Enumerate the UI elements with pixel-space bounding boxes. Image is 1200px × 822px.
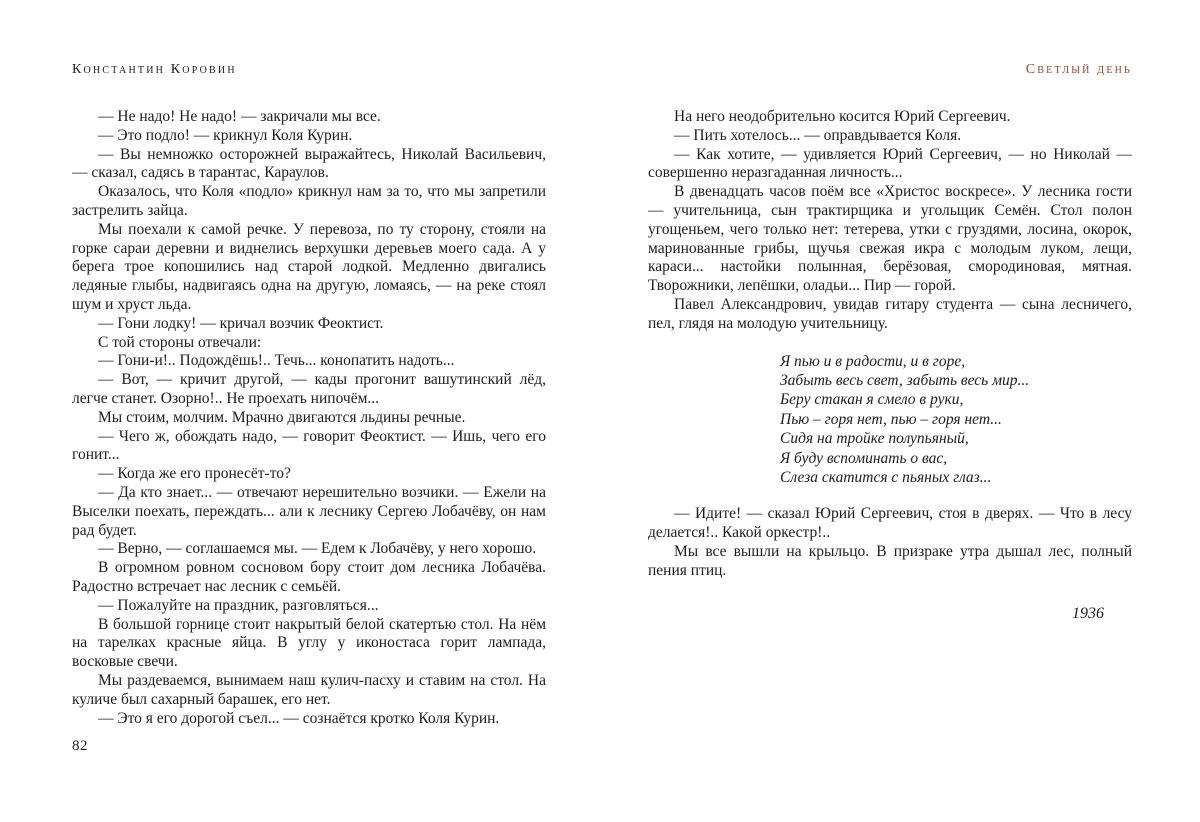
paragraph: — Пожалуйте на праздник, разговляться... xyxy=(98,596,379,614)
paragraph: — Чего ж, обождать надо, — говорит Феоктист. — Ишь, чего его гонит... xyxy=(72,427,546,464)
right-page-text-lower xyxy=(648,505,1132,580)
paragraph: — Как хотите, — удивляется Юрий Сергеевич, — но Николай — совершенно неразгаданная личность... xyxy=(648,145,1132,182)
paragraph: — Идите! — сказал Юрий Сергеевич, стоя в дверях. — Что в лесу делается!.. Какой оркестр!.. xyxy=(648,505,1132,542)
right-page xyxy=(648,62,1132,623)
verse-line: Пью – горя нет, пью – горя нет... xyxy=(780,410,1002,428)
paragraph: На него неодобрительно косится Юрий Сергеевич. xyxy=(674,108,1011,125)
paragraph: — Вот, — кричит другой, — кады прогонит вашутинский лёд, легче станет. Озорно!.. Не проехать нипочём... xyxy=(72,371,546,407)
left-page-text xyxy=(72,108,546,728)
paragraph: — Гони лодку! — кричал возчик Феоктист. xyxy=(98,314,384,332)
paragraph: — Да кто знает... — отвечают нерешительно возчики. — Ежели на Выселки поехать, переждать... али к леснику Сергею Лобачёву, он нам рад будет. xyxy=(72,483,546,539)
paragraph: Мы стоим, молчим. Мрачно двигаются льдины речные. xyxy=(98,408,466,426)
paragraph: В огромном ровном сосновом бору стоит дом лесника Лобачёва. Радостно встречает нас лесник с семьёй. xyxy=(72,559,546,595)
paragraph: Мы поехали к самой речке. У перевоза, по ту сторону, стояли на горке сараи деревни и виднелись верхушки деревьев моего сада. А у берега трое копошились над старой лодкой. Медленно двигались ледяные глыбы, надвигаясь одна на другую, ломаясь, — на реке стоял шум и хруст льда. xyxy=(72,220,546,313)
year-caption: 1936 xyxy=(1072,604,1104,622)
left-running-head: Константин Коровин xyxy=(72,62,237,77)
paragraph: — Вы немножко осторожней выражайтесь, Николай Васильевич, — сказал, садясь в тарантас, Караулов. xyxy=(72,145,546,182)
verse-line: Я буду вспоминать о вас, xyxy=(780,449,948,467)
right-page-text-upper xyxy=(648,108,1132,334)
paragraph: Мы все вышли на крыльцо. В призраке утра дышал лес, полный пения птиц. xyxy=(648,543,1132,579)
paragraph: Мы раздеваемся, вынимаем наш кулич-пасху и ставим на стол. На куличе был сахарный барашек, его нет. xyxy=(72,671,546,708)
verse-line: Сидя на тройке полупьяный, xyxy=(780,430,969,448)
paragraph: Оказалось, что Коля «подло» крикнул нам за то, что мы запретили застрелить зайца. xyxy=(72,183,546,219)
right-running-head: Светлый день xyxy=(1025,62,1132,77)
paragraph: В большой горнице стоит накрытый белой скатертью стол. На нём на тарелках красные яйца. В углу у иконостаса горит лампада, восковые свечи. xyxy=(72,615,546,671)
paragraph: — Когда же его пронесёт-то? xyxy=(98,465,291,483)
paragraph: — Не надо! Не надо! — закричали мы все. xyxy=(98,108,381,125)
paragraph: — Пить хотелось... — оправдывается Коля. xyxy=(674,126,962,144)
verse-line: Забыть весь свет, забыть весь мир... xyxy=(780,371,1030,389)
verse-line: Слеза скатится с пьяных глаз... xyxy=(780,469,992,486)
verse-line: Я пью и в радости, и в горе, xyxy=(780,352,966,370)
song-verse xyxy=(780,352,1132,488)
paragraph: В двенадцать часов поём все «Христос воскресе». У лесника гости — учительница, сын трактирщика и угольщик Семён. Стол полон угощеньем, чего только нет: тетерева, утки с груздями, лосина, окорок, маринованные грибы, щучья свежая икра с молодым луком, лещи, караси... настойки полынная, берёзовая, смородиновая, мятная. Творожники, лепёшки, оладьи... Пир — горой. xyxy=(648,183,1132,295)
paragraph: — Гони-и!.. Подождёшь!.. Течь... конопатить надоть... xyxy=(98,352,455,370)
paragraph: — Это подло! — крикнул Коля Курин. xyxy=(98,126,353,144)
paragraph: Павел Александрович, увидав гитару студента — сына лесничего, пел, глядя на молодую учительницу. xyxy=(648,295,1132,332)
paragraph: — Это я его дорогой съел... — сознаётся кротко Коля Курин. xyxy=(98,709,500,727)
left-page-number: 82 xyxy=(72,738,88,754)
verse-line: Беру стакан я смело в руки, xyxy=(780,391,964,409)
left-page xyxy=(72,62,546,728)
paragraph: — Верно, — соглашаемся мы. — Едем к Лобачёву, у него хорошо. xyxy=(98,540,537,558)
paragraph: С той стороны отвечали: xyxy=(98,333,262,351)
